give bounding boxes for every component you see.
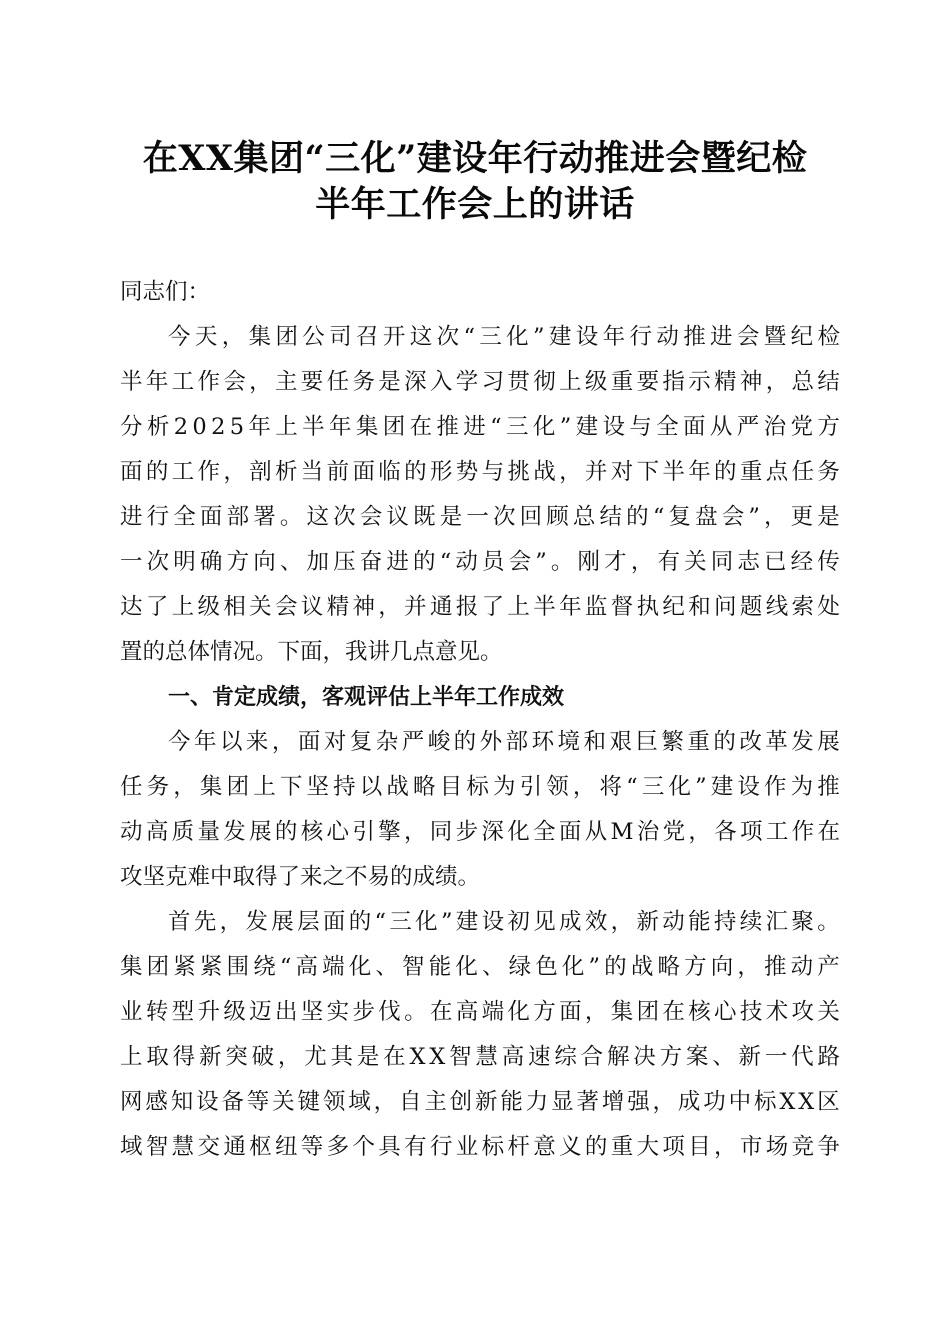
paragraph-line: 攻坚克难中取得了来之不易的成绩。 [120, 864, 481, 890]
paragraph-line: 置的总体情况。下面，我讲几点意见。 [120, 639, 503, 665]
paragraph-line: 首 先 ， 发 展 层 面 的 “ 三 化 ” 建 设 初 见 成 效 ， 新 动 能 持 续 汇 聚 。 [168, 909, 840, 935]
paragraph-line: 业 转 型 升 级 迈 出 坚 实 步 伐 。 在 高 端 化 方 面 ， 集 团 在 核 心 技 术 攻 关 [120, 999, 840, 1025]
paragraph-line: 一 次 明 确 方 向 、 加 压 奋 进 的 “ 动 员 会 ” 。 刚 才 ， 有 关 同 志 已 经 传 [120, 549, 840, 575]
paragraph-line: 达 了 上 级 相 关 会 议 精 神 ， 并 通 报 了 上 半 年 监 督 执 纪 和 问 题 线 索 处 [120, 594, 840, 620]
paragraph-line: 今 年 以 来 ， 面 对 复 杂 严 峻 的 外 部 环 境 和 艰 巨 繁 重 的 改 革 发 展 [168, 729, 840, 755]
paragraph-line: 任 务 ， 集 团 上 下 坚 持 以 战 略 目 标 为 引 领 ， 将 “ 三 化 ” 建 设 作 为 推 [120, 774, 840, 800]
document-title-line-1: 在XX集团“三化”建设年行动推进会暨纪检 [142, 138, 808, 179]
paragraph-line: 今 天 ， 集 团 公 司 召 开 这 次 “ 三 化 ” 建 设 年 行 动 推 进 会 暨 纪 检 [168, 324, 840, 350]
salutation: 同志们： [120, 279, 211, 305]
document-title-line-2: 半年工作会上的讲话 [315, 184, 635, 225]
paragraph-line: 进 行 全 面 部 署 。 这 次 会 议 既 是 一 次 回 顾 总 结 的 “ 复 盘 会 ” ， 更 是 [120, 504, 840, 530]
paragraph-line: 面 的 工 作 ， 剖 析 当 前 面 临 的 形 势 与 挑 战 ， 并 对 下 半 年 的 重 点 任 务 [120, 459, 840, 485]
paragraph-line: 分 析 2 0 2 5 年 上 半 年 集 团 在 推 进 “ 三 化 ” 建 设 与 全 面 从 严 治 党 方 [120, 414, 840, 440]
paragraph-line: 网 感 知 设 备 等 关 键 领 域 ， 自 主 创 新 能 力 显 著 增 强 ， 成 功 中 标 X X 区 [120, 1089, 840, 1115]
document-body [120, 270, 840, 1170]
paragraph-line: 上 取 得 新 突 破 ， 尤 其 是 在 X X 智 慧 高 速 综 合 解 决 方 案 、 新 一 代 路 [120, 1044, 840, 1070]
paragraph-line: 动 高 质 量 发 展 的 核 心 引 擎 ， 同 步 深 化 全 面 从 M 治 党 ， 各 项 工 作 在 [120, 819, 840, 845]
paragraph-line: 域 智 慧 交 通 枢 纽 等 多 个 具 有 行 业 标 杆 意 义 的 重 大 项 目 ， 市 场 竞 争 [120, 1134, 840, 1160]
paragraph-line: 半 年 工 作 会 ， 主 要 任 务 是 深 入 学 习 贯 彻 上 级 重 要 指 示 精 神 ， 总 结 [120, 369, 840, 395]
section-heading: 一、肯定成绩，客观评估上半年工作成效 [168, 685, 565, 710]
paragraph-line: 集 团 紧 紧 围 绕 “ 高 端 化 、 智 能 化 、 绿 色 化 ” 的 战 略 方 向 ， 推 动 产 [120, 954, 840, 980]
